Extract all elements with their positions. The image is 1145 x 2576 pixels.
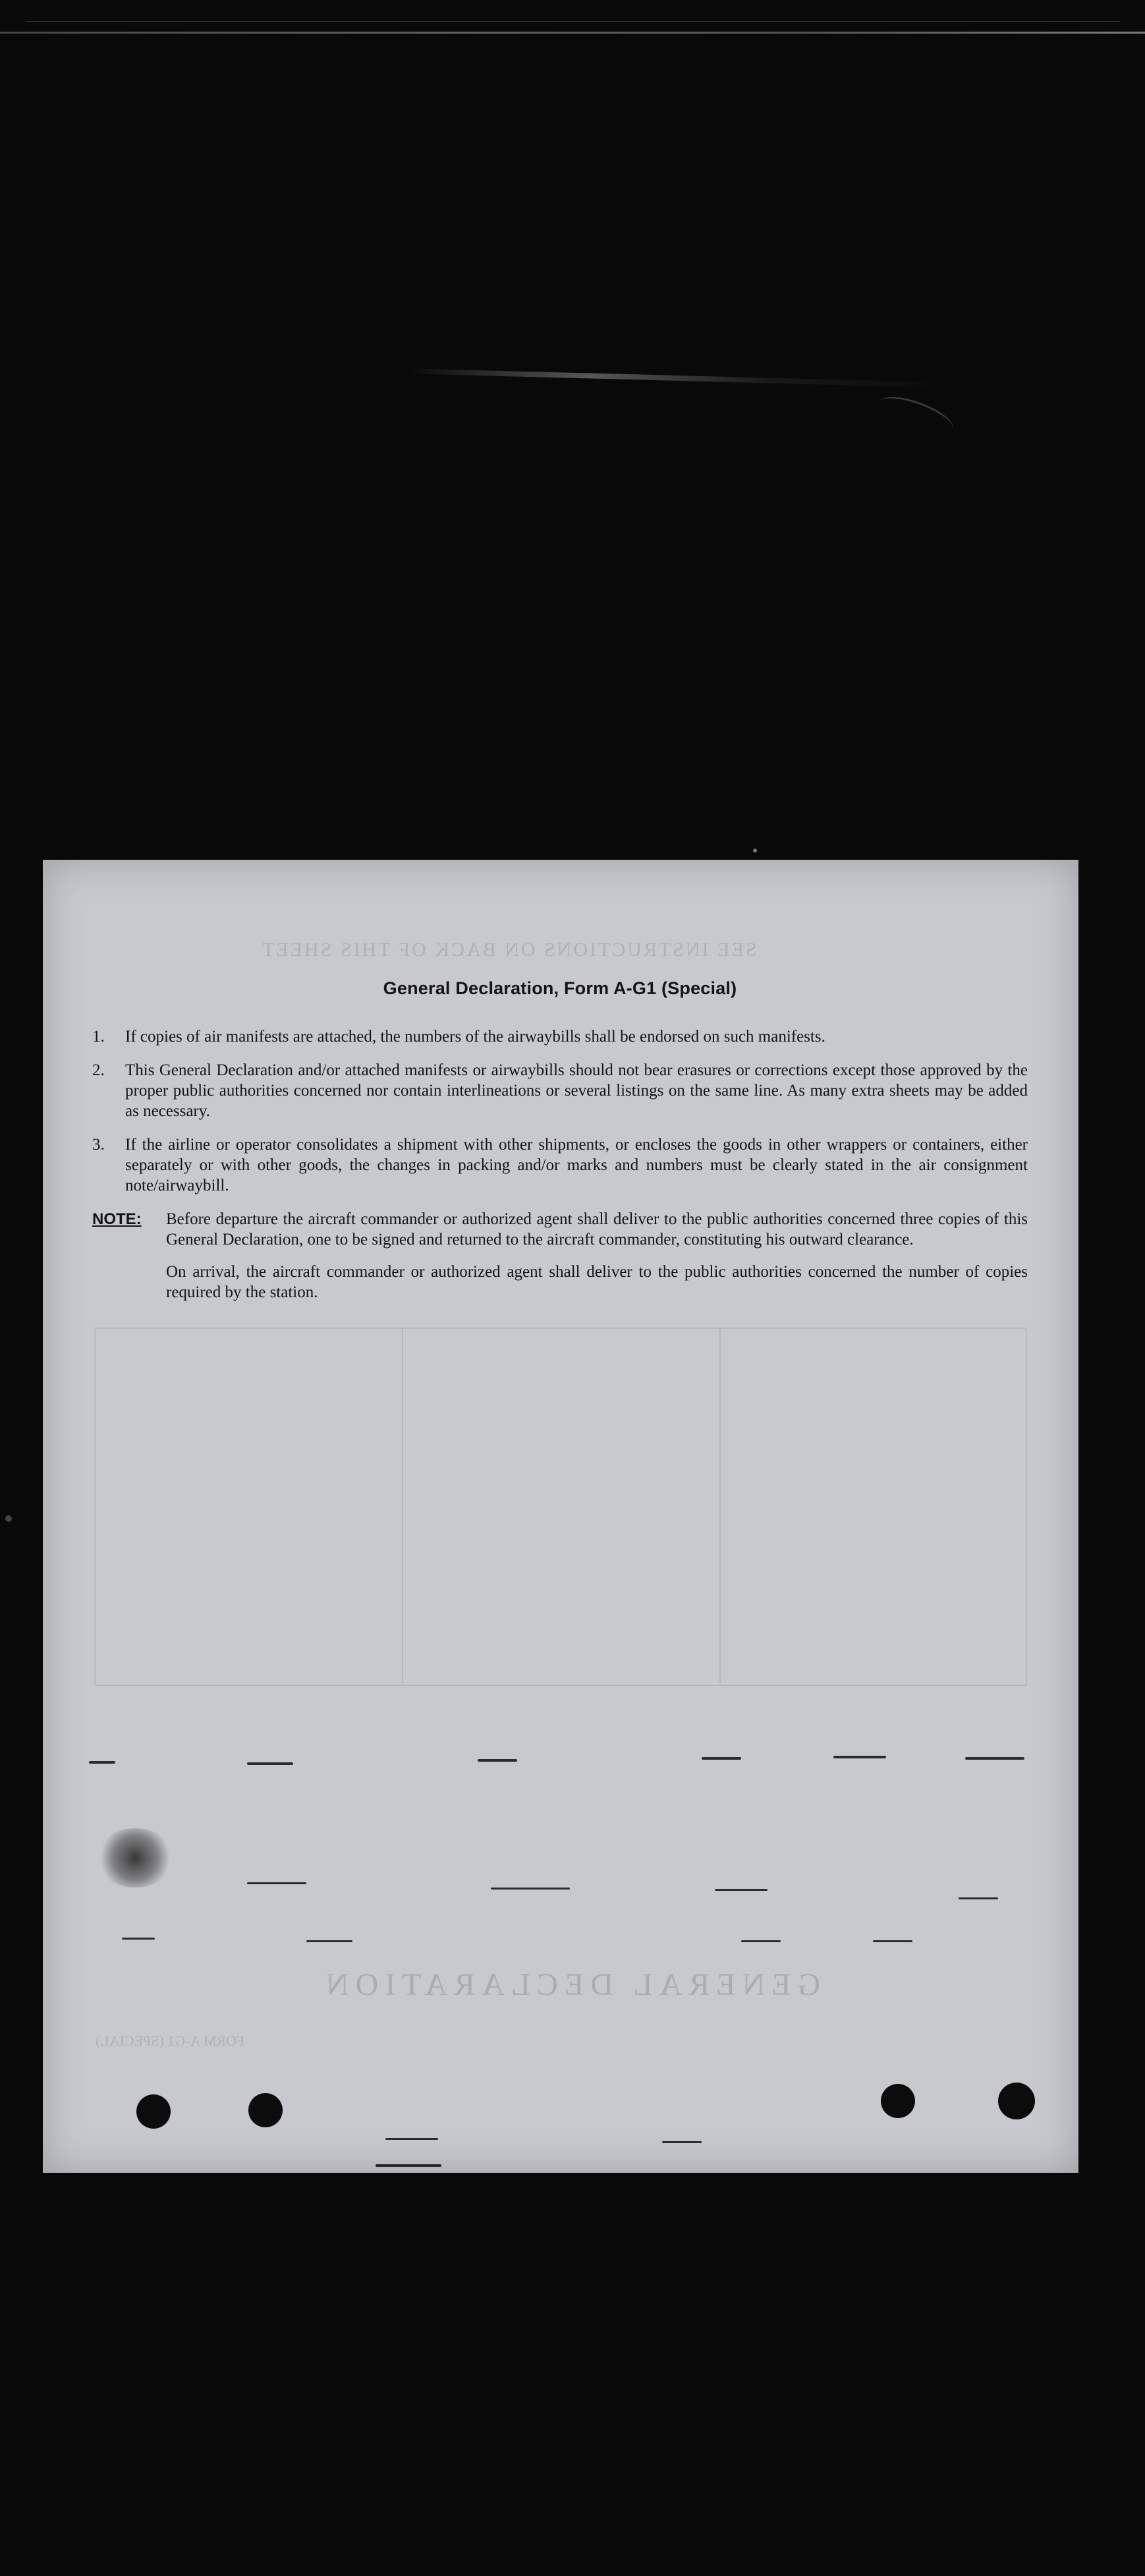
note-paragraph: On arrival, the aircraft commander or authorized agent shall deliver to the public authorities concerned the number of copies required by the station. bbox=[166, 1263, 1028, 1301]
ink-mark bbox=[478, 1759, 517, 1762]
film-speck bbox=[5, 1515, 12, 1522]
punch-hole bbox=[881, 2084, 915, 2118]
show-through-text: FORM A-G1 (SPECIAL) bbox=[96, 2032, 245, 2049]
note-paragraph: Before departure the aircraft commander or authorized agent shall deliver to the public authorities concerned three copies of this General Declaration, one to be signed and returned to the aircraft commander, constituting his outward clearance. bbox=[166, 1210, 1028, 1248]
instruction-item bbox=[92, 1134, 1028, 1196]
ink-mark bbox=[491, 1888, 570, 1890]
show-through-text: SEE INSTRUCTIONS ON BACK OF THIS SHEET bbox=[260, 939, 757, 961]
note-label: NOTE: bbox=[92, 1210, 142, 1228]
ink-mark bbox=[662, 2141, 702, 2143]
ink-mark bbox=[385, 2138, 438, 2140]
film-edge-line bbox=[0, 32, 1145, 34]
ink-mark bbox=[89, 1761, 115, 1764]
show-through-text: GENERAL DECLARATION bbox=[320, 1967, 821, 2002]
item-text: If copies of air manifests are attached, the numbers of the airwaybills shall be endorsed on such manifests. bbox=[125, 1028, 825, 1046]
ink-mark bbox=[376, 2164, 441, 2167]
punch-hole bbox=[998, 2083, 1035, 2119]
ink-mark bbox=[873, 1940, 912, 1942]
ink-mark bbox=[247, 1882, 306, 1884]
ink-mark bbox=[122, 1938, 155, 1940]
item-text: If the airline or operator consolidates a shipment with other shipments, or encloses the goods in other wrappers or containers, either separately or with other goods, the changes in packing and/or marks and numbers must be clearly stated in the air consignment note/airwaybill. bbox=[125, 1136, 1028, 1194]
show-through-box bbox=[402, 1328, 721, 1683]
document-sheet bbox=[43, 860, 1078, 2173]
item-number: 1. bbox=[92, 1028, 105, 1046]
ink-mark bbox=[741, 1940, 781, 1942]
item-text: This General Declaration and/or attached manifests or airwaybills should not bear erasures or corrections except those approved by the proper public authorities concerned nor contain interlineations or several listings on the same line. As many extra sheets may be added as necessary. bbox=[125, 1061, 1028, 1120]
instruction-item bbox=[92, 1060, 1028, 1121]
item-number: 3. bbox=[92, 1136, 105, 1154]
ink-mark bbox=[306, 1940, 352, 1942]
ink-mark bbox=[715, 1889, 768, 1891]
film-edge-line bbox=[26, 21, 1120, 22]
item-number: 2. bbox=[92, 1061, 105, 1079]
ink-mark bbox=[247, 1762, 293, 1765]
ink-mark bbox=[965, 1757, 1024, 1760]
film-smudge bbox=[408, 368, 949, 387]
note-section bbox=[92, 1209, 1028, 1314]
punch-hole bbox=[136, 2094, 171, 2129]
ink-stain bbox=[96, 1828, 175, 1888]
document-title: General Declaration, Form A-G1 (Special) bbox=[383, 978, 737, 998]
instruction-item bbox=[92, 1026, 1028, 1047]
ink-mark bbox=[959, 1897, 998, 1899]
ink-mark bbox=[833, 1756, 886, 1758]
note-body bbox=[166, 1209, 1028, 1314]
punch-hole bbox=[248, 2093, 283, 2127]
ink-mark bbox=[702, 1757, 741, 1760]
film-speck bbox=[753, 849, 757, 853]
general-declaration-instructions bbox=[92, 978, 1028, 1314]
film-smudge bbox=[874, 389, 957, 443]
